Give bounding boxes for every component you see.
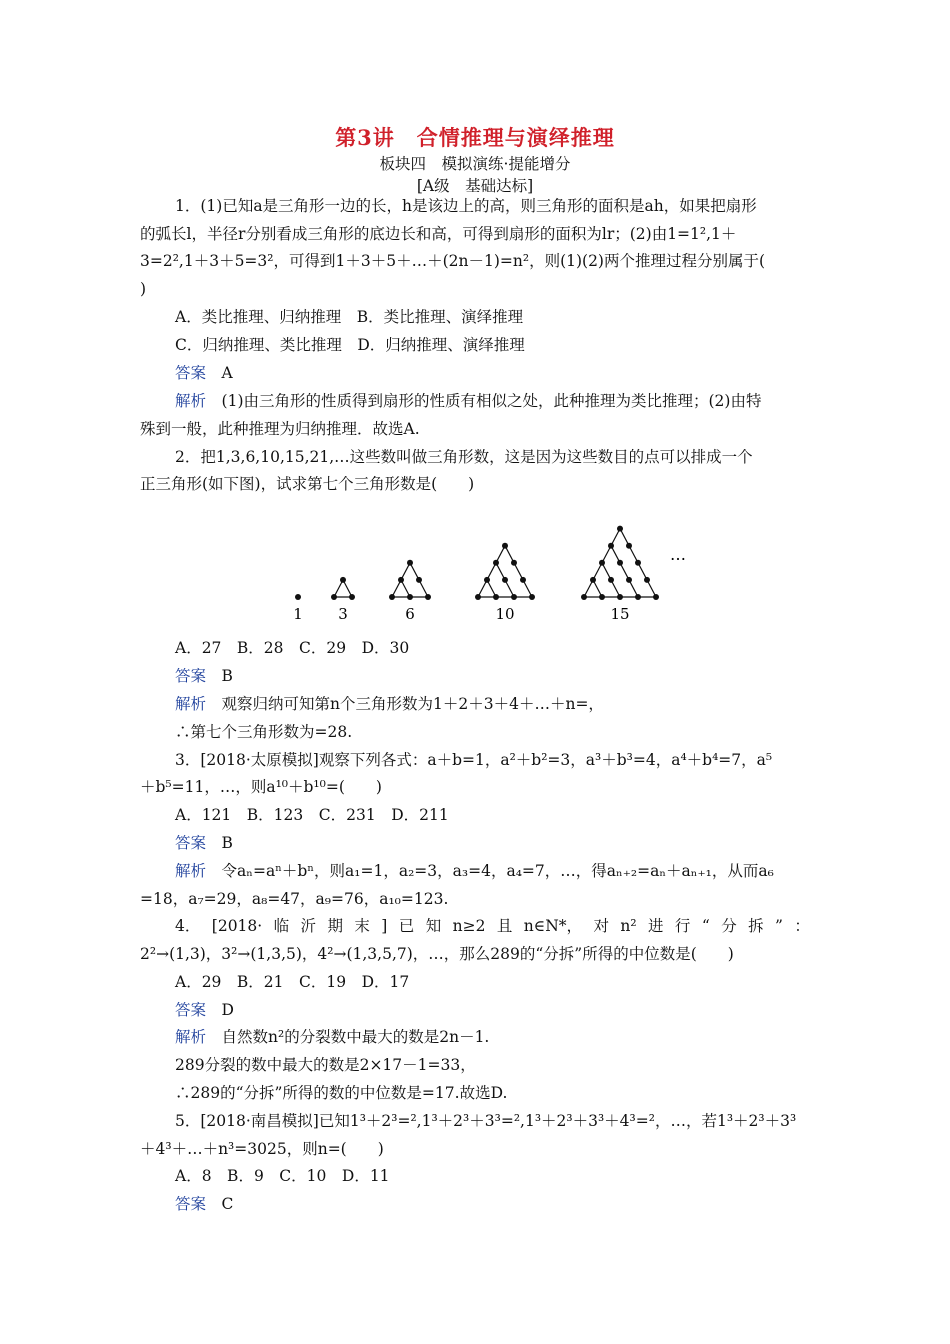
triangle-dot <box>493 594 499 600</box>
q5-line1: 5．[2018·南昌模拟]已知1³＋2³=²,1³＋2³＋3³=²,1³＋2³＋3³＋4³=²，…，若1³＋2³＋3³ <box>175 1112 797 1130</box>
q3-line2: ＋b⁵=11，…，则a¹⁰＋b¹⁰=( ) <box>140 778 382 796</box>
triangle-dot <box>340 577 346 583</box>
triangle-dot <box>502 577 508 583</box>
triangle-group-3 <box>389 560 431 600</box>
triangular-numbers-figure <box>270 505 715 630</box>
q1-analysis-line1: 解析 (1)由三角形的性质得到扇形的性质有相似之处，此种推理为类比推理；(2)由特 <box>175 392 762 410</box>
triangle-dot <box>331 594 337 600</box>
triangle-dot <box>407 560 413 566</box>
q2-analysis-line2: ∴第七个三角形数为=28. <box>175 723 353 741</box>
q3-analysis-line1: 解析 令aₙ=aⁿ＋bⁿ，则a₁=1，a₂=3，a₃=4，a₄=7，…，得aₙ₊₂=aₙ＋aₙ₊₁，从而a₆ <box>175 862 774 880</box>
q1-line1: 1．(1)已知a是三角形一边的长，h是该边上的高，则三角形的面积是ah，如果把扇形 <box>175 197 757 215</box>
triangle-group-5 <box>581 526 659 600</box>
triangle-dot <box>425 594 431 600</box>
triangle-dot <box>644 577 650 583</box>
q2-answer-value: B <box>221 667 233 685</box>
figure-label-15: 15 <box>610 605 630 623</box>
triangle-dot <box>581 594 587 600</box>
q5-answer-value: C <box>221 1195 234 1213</box>
triangle-dot <box>529 594 535 600</box>
q2-answer <box>175 666 233 686</box>
triangle-dot <box>475 594 481 600</box>
figure-label-1: 1 <box>293 605 303 623</box>
q2-analysis-line1: 解析 观察归纳可知第n个三角形数为1＋2＋3＋4＋…＋n=， <box>175 695 604 713</box>
q1-options-ab: A．类比推理、归纳推理 B．类比推理、演绎推理 <box>175 308 524 326</box>
q3-line1: 3．[2018·太原模拟]观察下列各式：a＋b=1，a²＋b²=3，a³＋b³=4，a⁴＋b⁴=7，a⁵ <box>175 751 773 769</box>
triangle-dot <box>398 577 404 583</box>
q3-answer-value: B <box>221 834 233 852</box>
triangle-dot <box>617 526 623 532</box>
triangle-dot <box>635 594 641 600</box>
analysis-label: 解析 <box>175 862 207 880</box>
figure-ellipsis: … <box>670 545 686 564</box>
q1-line2: 的弧长l，半径r分别看成三角形的底边长和高，可得到扇形的面积为lr；(2)由1=1²,1＋ <box>140 225 737 243</box>
q1-answer <box>175 363 233 383</box>
q1-options-cd: C．归纳推理、类比推理 D．归纳推理、演绎推理 <box>175 336 525 354</box>
triangle-group-1 <box>295 594 301 600</box>
triangle-dot <box>590 577 596 583</box>
q4-analysis-line3: ∴289的“分拆”所得的数的中位数是=17.故选D. <box>175 1084 508 1102</box>
triangle-dot-groups <box>295 526 659 600</box>
answer-label: 答案 <box>175 667 207 685</box>
triangle-dot <box>599 594 605 600</box>
q4-options: A．29 B．21 C．19 D．17 <box>175 973 410 991</box>
figure-label-6: 6 <box>405 605 415 623</box>
triangle-outline <box>392 563 428 597</box>
triangle-dot <box>608 543 614 549</box>
triangle-dot <box>349 594 355 600</box>
q1-answer-value: A <box>221 364 233 382</box>
answer-label: 答案 <box>175 1195 207 1213</box>
analysis-label: 解析 <box>175 1028 207 1046</box>
q2-line1: 2．把1,3,6,10,15,21,…这些数叫做三角形数，这是因为这些数目的点可以排成一个 <box>175 448 753 466</box>
module-subtitle: 板块四 模拟演练·提能增分 <box>379 155 571 173</box>
figure-label-3: 3 <box>338 605 348 623</box>
triangle-dot <box>493 560 499 566</box>
q3-answer <box>175 833 233 853</box>
triangle-group-4 <box>475 543 535 600</box>
triangle-dot <box>484 577 490 583</box>
q4-analysis-line2: 289分裂的数中最大的数是2×17－1=33， <box>175 1056 476 1074</box>
triangle-dot <box>511 560 517 566</box>
triangle-dot <box>416 577 422 583</box>
q2-options: A．27 B．28 C．29 D．30 <box>175 639 410 657</box>
triangle-dot <box>608 577 614 583</box>
lecture-title: 第3讲 合情推理与演绎推理 <box>335 125 615 150</box>
q5-options: A．8 B．9 C．10 D．11 <box>175 1167 390 1185</box>
triangle-dot <box>617 594 623 600</box>
analysis-label: 解析 <box>175 695 207 713</box>
q4-line2: 2²→(1,3)，3²→(1,3,5)，4²→(1,3,5,7)，…，那么289的“分拆”所得的中位数是( ) <box>140 945 734 963</box>
triangle-inner-line <box>611 546 638 597</box>
triangle-dot <box>389 594 395 600</box>
triangle-dot <box>520 577 526 583</box>
triangle-dot <box>626 577 632 583</box>
triangle-group-2 <box>331 577 355 600</box>
level-heading: [A级 基础达标] <box>416 177 534 195</box>
q4-answer <box>175 1000 234 1020</box>
triangle-dot <box>626 543 632 549</box>
triangle-dot <box>653 594 659 600</box>
answer-label: 答案 <box>175 1001 207 1019</box>
answer-label: 答案 <box>175 364 207 382</box>
triangle-dot <box>617 560 623 566</box>
q1-analysis-line2: 殊到一般，此种推理为归纳推理．故选A. <box>140 420 420 438</box>
triangle-dot <box>599 560 605 566</box>
figure-label-10: 10 <box>495 605 515 623</box>
q3-options: A．121 B．123 C．231 D．211 <box>175 806 449 824</box>
triangle-dot <box>635 560 641 566</box>
q1-line4: ) <box>140 280 147 298</box>
triangle-dot <box>511 594 517 600</box>
triangle-outline <box>478 546 532 597</box>
q2-line2: 正三角形(如下图)，试求第七个三角形数是( ) <box>140 475 475 493</box>
triangle-dot <box>295 594 301 600</box>
q4-analysis-line1: 解析 自然数n²的分裂数中最大的数是2n－1. <box>175 1028 490 1046</box>
q5-answer <box>175 1194 233 1214</box>
q4-answer-value: D <box>221 1001 234 1019</box>
q3-analysis-line2: =18，a₇=29，a₈=47，a₉=76，a₁₀=123. <box>140 890 449 908</box>
triangle-dot <box>502 543 508 549</box>
q5-line2: ＋4³＋…＋n³=3025，则n=( ) <box>140 1140 384 1158</box>
analysis-label: 解析 <box>175 392 207 410</box>
triangle-dot <box>407 594 413 600</box>
q1-line3: 3=2²,1＋3＋5=3²，可得到1＋3＋5＋…＋(2n－1)=n²，则(1)(2)两个推理过程分别属于( <box>140 252 766 270</box>
q4-line1: 4． [2018· 临 沂 期 末 ] 已 知 n≥2 且 n∈N*， 对 n² 进 行 “ 分 拆 ” ： <box>175 917 810 935</box>
answer-label: 答案 <box>175 834 207 852</box>
